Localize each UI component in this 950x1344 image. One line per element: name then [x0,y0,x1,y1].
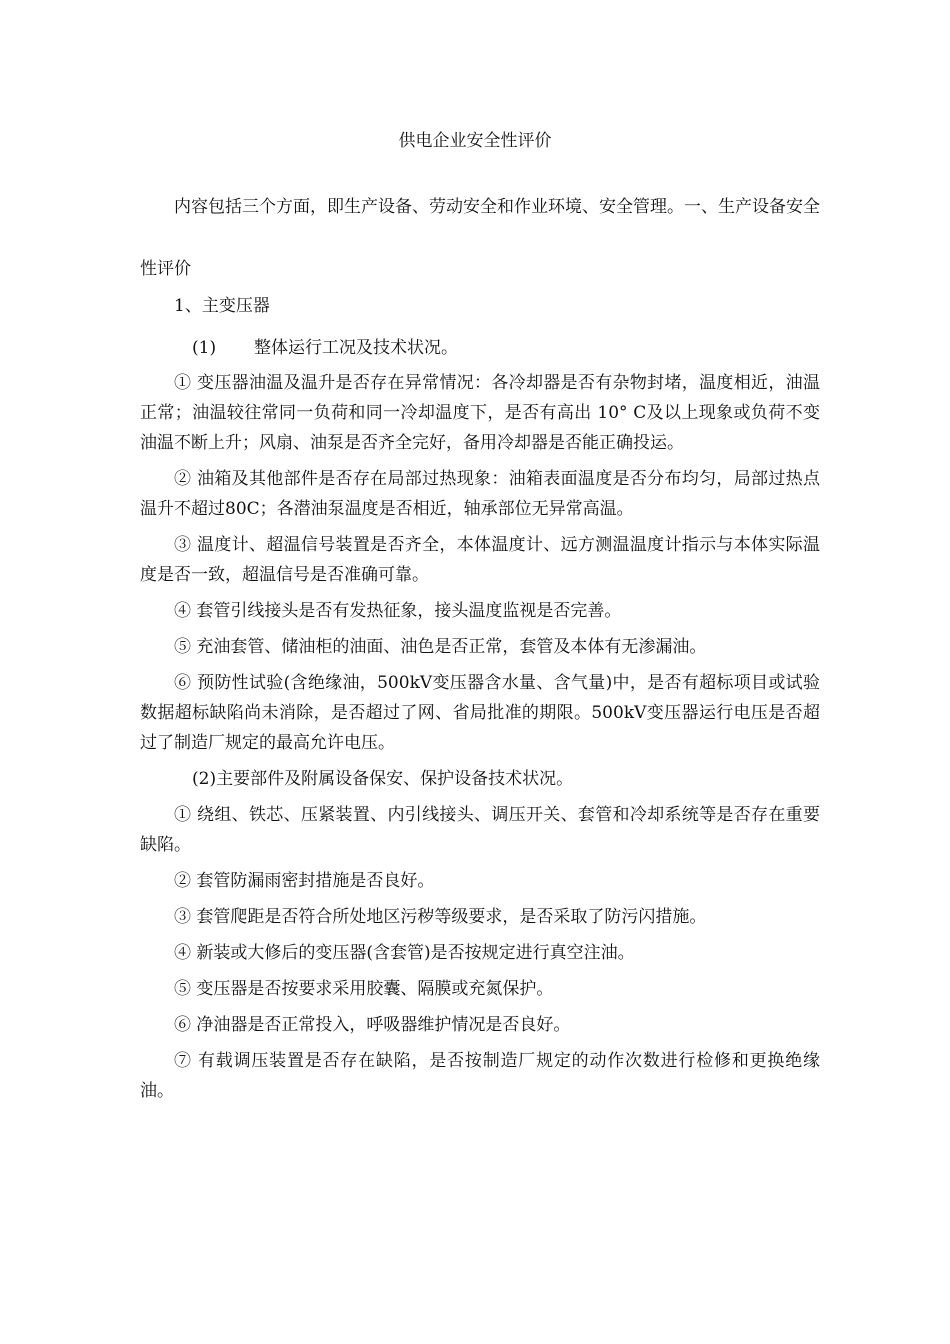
subsection-heading [192,336,812,360]
list-item: ⑥ 净油器是否正常投入，呼吸器维护情况是否良好。 [174,1015,571,1035]
list-item: ⑤ 充油套管、储油柜的油面、油色是否正常，套管及本体有无渗漏油。 [174,637,707,657]
subsection-heading-2: (2)主要部件及附属设备保安、保护设备技术状况。 [192,769,574,789]
list-item: ② 套管防漏雨密封措施是否良好。 [174,871,435,891]
document-title: 供电企业安全性评价 [398,131,552,151]
document-body [140,368,820,1112]
list-item: ③ 温度计、超温信号装置是否齐全，本体温度计、远方测温温度计指示与本体实际温度是否一致，超温信号是否准确可靠。 [140,535,820,585]
list-item: ⑥ 预防性试验(含绝缘油，500kV变压器含水量、含气量)中，是否有超标项目或试验数据超标缺陷尚未消除，是否超过了网、省局批准的期限。500kV变压器运行电压是否超过了制造厂规定的最高允许电压。 [140,673,820,753]
list-item: ⑤ 变压器是否按要求采用胶囊、隔膜或充氮保护。 [174,979,554,999]
intro-paragraph: 内容包括三个方面，即生产设备、劳动安全和作业环境、安全管理。一、生产设备安全性评价 [140,197,820,279]
subsection-text: 整体运行工况及技术状况。 [254,338,458,358]
list-item: ⑦ 有载调压装置是否存在缺陷，是否按制造厂规定的动作次数进行检修和更换绝缘油。 [140,1051,820,1101]
list-item: ④ 套管引线接头是否有发热征象，接头温度监视是否完善。 [174,601,622,621]
subsection-number: (1) [192,338,217,358]
list-item: ③ 套管爬距是否符合所处地区污秽等级要求，是否采取了防污闪措施。 [174,907,707,927]
list-item: ② 油箱及其他部件是否存在局部过热现象：油箱表面温度是否分布均匀，局部过热点温升不超过80C；各潜油泵温度是否相近，轴承部位无异常高温。 [140,469,820,519]
list-item: ① 变压器油温及温升是否存在异常情况：各冷却器是否有杂物封堵，温度相近，油温正常；油温较往常同一负荷和同一冷却温度下，是否有高出 10° C及以上现象或负荷不变油温不断上升；风扇、油泵是否齐全完好，备用冷却器是否能正确投运。 [140,373,820,453]
section-heading: 1、主变压器 [174,296,270,316]
list-item: ④ 新装或大修后的变压器(含套管)是否按规定进行真空注油。 [174,943,635,963]
list-item: ① 绕组、铁芯、压紧装置、内引线接头、调压开关、套管和冷却系统等是否存在重要缺陷。 [140,805,820,855]
